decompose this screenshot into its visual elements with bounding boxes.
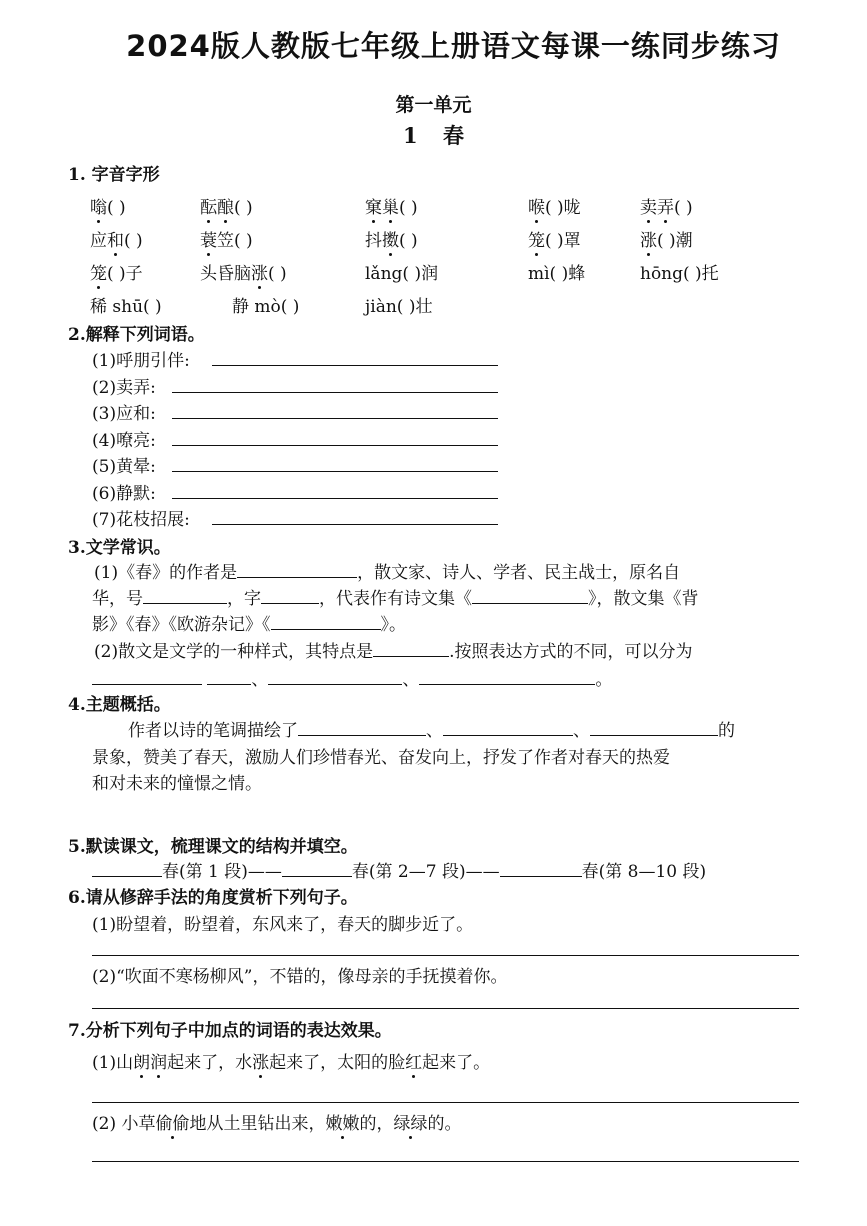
q4-line: 作者以诗的笔调描绘了 、 、 的 [128, 721, 735, 741]
answer-line[interactable] [92, 1102, 799, 1103]
q2-item: (5)黄晕: [92, 457, 156, 477]
q2-item: (2)卖弄: [92, 378, 156, 398]
q3-line: 华，号 ，字 ，代表作有诗文集《 》，散文集《背 [92, 589, 699, 609]
q2-item: (4)嘹亮: [92, 431, 156, 451]
q2-item: (3)应和: [92, 404, 156, 424]
answer-line[interactable] [212, 365, 498, 366]
q1-item: 蓑笠( ) [200, 231, 253, 251]
q1-item: 涨( )潮 [640, 231, 693, 251]
page-title: 2024版人教版七年级上册语文每课一练同步练习 [126, 29, 781, 63]
q3-line: (2)散文是文学的一种样式，其特点是 .按照表达方式的不同，可以分为 [94, 642, 693, 662]
answer-line[interactable] [172, 445, 498, 446]
q2-item: (7)花枝招展: [92, 510, 190, 530]
q1-heading: 1. 字音字形 [68, 165, 160, 185]
q2-heading: 2.解释下列词语。 [68, 325, 205, 345]
q6-sentence: (1)盼望着，盼望着，东风来了，春天的脚步近了。 [92, 915, 474, 935]
unit-heading: 第一单元 [395, 94, 472, 116]
answer-line[interactable] [92, 1161, 799, 1162]
answer-line[interactable] [212, 524, 498, 525]
q4-line: 和对未来的憧憬之情。 [92, 774, 262, 794]
q3-line: 影》《春》《欧游杂记》《 》。 [92, 615, 406, 635]
answer-line[interactable] [92, 1008, 799, 1009]
answer-line[interactable] [172, 471, 498, 472]
q1-item: 窠巢( ) [365, 198, 418, 218]
q1-item: 头昏脑涨( ) [200, 264, 287, 284]
q1-item: 静 mò( ) [232, 297, 300, 317]
answer-line[interactable] [92, 955, 799, 956]
q1-item: 笼( )子 [90, 264, 143, 284]
lesson-heading: 1 春 [403, 123, 464, 148]
q4-heading: 4.主题概括。 [68, 695, 171, 715]
q2-item: (1)呼朋引伴: [92, 351, 190, 371]
q2-item: (6)静默: [92, 484, 156, 504]
q1-item: 笼( )罩 [528, 231, 581, 251]
q7-sentence: (1)山朗润起来了，水涨起来了，太阳的脸红起来了。 [92, 1053, 491, 1073]
q7-heading: 7.分析下列句子中加点的词语的表达效果。 [68, 1021, 392, 1041]
answer-line[interactable] [172, 418, 498, 419]
q1-item: 稀 shū( ) [90, 297, 162, 317]
q3-line: (1)《春》的作者是 ，散文家、诗人、学者、民主战士，原名自 [94, 563, 681, 583]
q1-item: jiàn( )壮 [365, 297, 433, 317]
q3-line: 、 、 。 [92, 665, 612, 690]
q3-heading: 3.文学常识。 [68, 538, 171, 558]
q1-item: 抖擞( ) [365, 231, 418, 251]
q4-line: 景象，赞美了春天，激励人们珍惜春光、奋发向上，抒发了作者对春天的热爱 [92, 748, 670, 768]
q1-item: lǎng( )润 [365, 264, 439, 284]
q5-line: 春(第 1 段)—— 春(第 2—7 段)—— 春(第 8—10 段) [92, 857, 706, 882]
q1-item: 嗡( ) [90, 198, 126, 218]
q1-item: 酝酿( ) [200, 198, 253, 218]
q1-item: mì( )蜂 [528, 264, 586, 284]
answer-line[interactable] [172, 498, 498, 499]
q6-sentence: (2)“吹面不寒杨柳风”，不错的，像母亲的手抚摸着你。 [92, 967, 508, 987]
q1-item: hōng( )托 [640, 264, 719, 284]
q6-heading: 6.请从修辞手法的角度赏析下列句子。 [68, 888, 358, 908]
q1-item: 应和( ) [90, 231, 143, 251]
q5-heading: 5.默读课文，梳理课文的结构并填空。 [68, 837, 358, 857]
q7-sentence: (2) 小草偷偷地从土里钻出来，嫩嫩的，绿绿的。 [92, 1114, 462, 1134]
q1-item: 喉( )咙 [528, 198, 581, 218]
q1-item: 卖弄( ) [640, 198, 693, 218]
answer-line[interactable] [172, 392, 498, 393]
